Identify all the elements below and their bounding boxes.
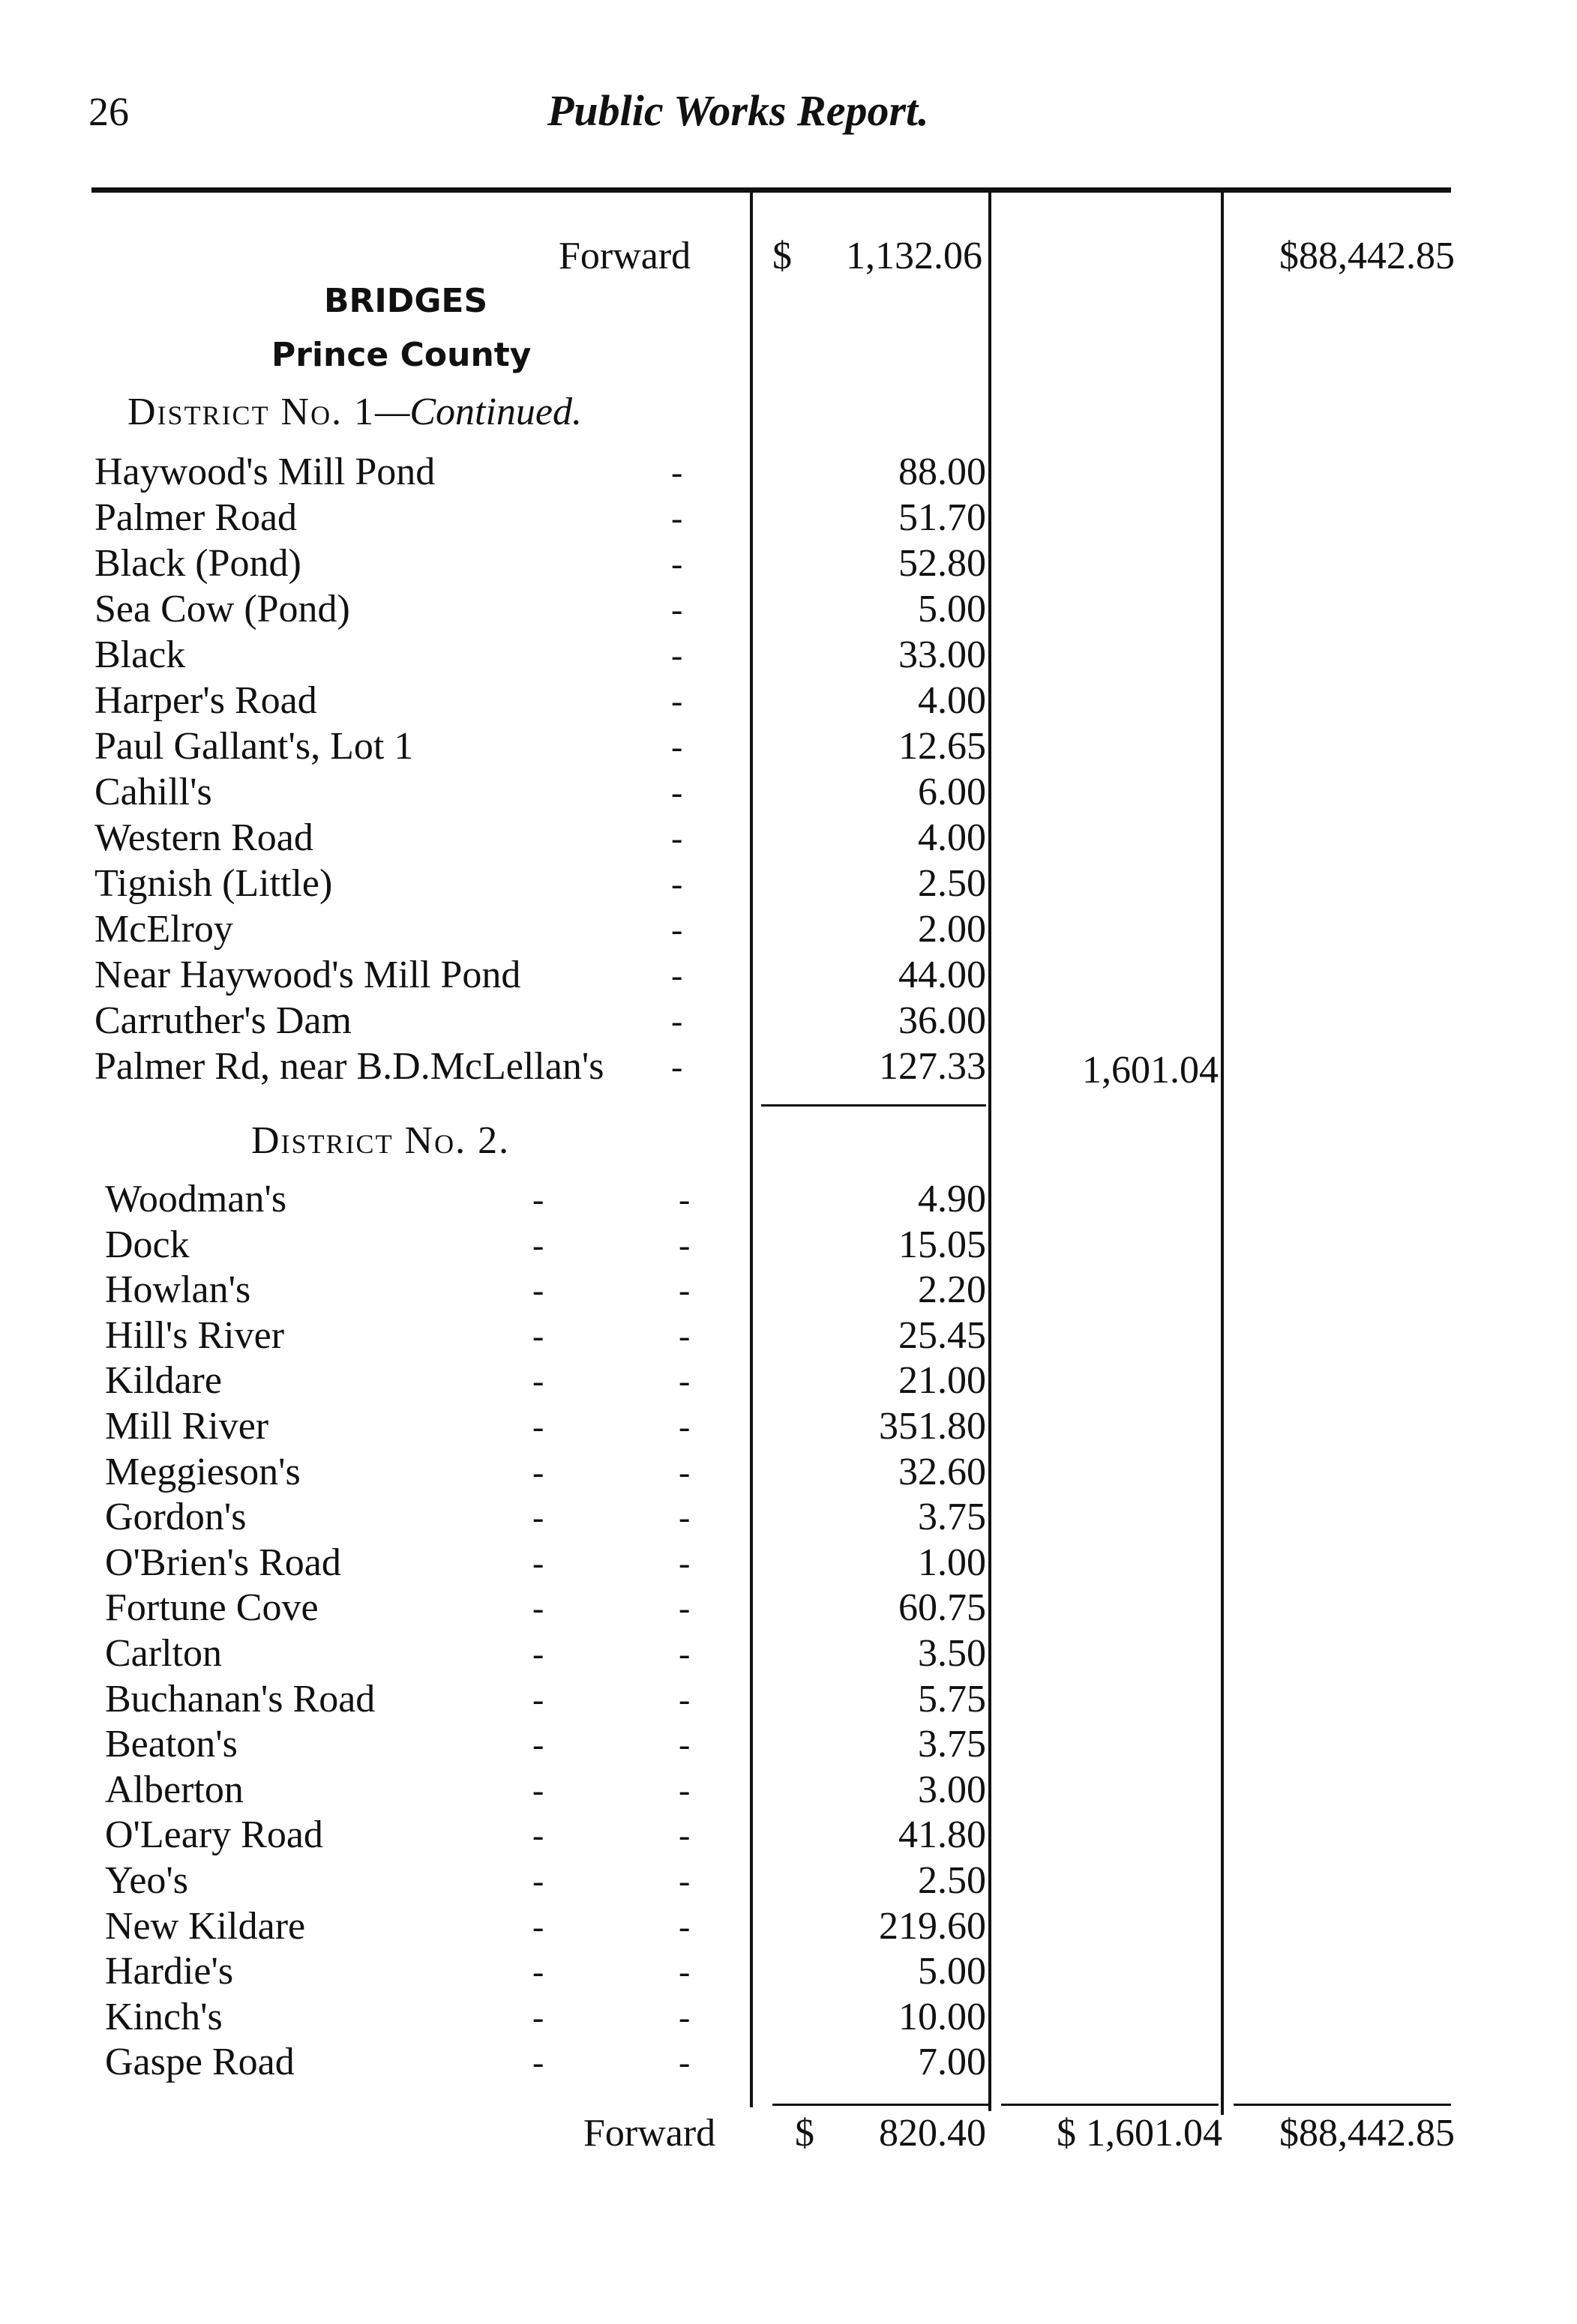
district2_items-item-name: Meggieson's	[105, 1450, 301, 1493]
district2_items-item-name: O'Leary Road	[105, 1813, 323, 1857]
district2_items-item-amount: 219.60	[879, 1904, 986, 1948]
district1_items-item-name: Palmer Rd, near B.D.McLellan's	[94, 1045, 604, 1088]
district2_items-item-amount: 3.00	[918, 1768, 986, 1811]
district2_items-item-amount: 351.80	[879, 1405, 986, 1448]
leader-dash: -	[671, 727, 683, 765]
district1_items-item-name: Palmer Road	[94, 496, 298, 539]
leader-dash: -	[532, 2043, 544, 2082]
district-1-sum-rule	[761, 1104, 986, 1107]
leader-dash: -	[679, 1725, 691, 1764]
district1_items-item-name: Cahill's	[94, 771, 212, 813]
district-2-heading: District No. 2.	[251, 1119, 511, 1162]
leader-dash: -	[671, 956, 683, 994]
district2_items-item-amount: 2.20	[918, 1268, 986, 1312]
forward-label-bottom: Forward	[583, 2112, 716, 2155]
district1_items-item-name: Near Haywood's Mill Pond	[94, 954, 521, 996]
forward-top-col1-value: 1,132.06	[846, 235, 982, 277]
leader-dash: -	[532, 1952, 544, 1991]
district2_items-item-amount: 21.00	[898, 1359, 986, 1403]
leader-dash: -	[679, 1679, 691, 1718]
leader-dash: -	[671, 544, 683, 582]
district1_items-item-name: Tignish (Little)	[94, 862, 333, 905]
district-1-total: 1,601.04	[1082, 1049, 1219, 1092]
bottom-sum-rule-2	[1001, 2104, 1219, 2106]
district1_items-item-name: Sea Cow (Pond)	[94, 588, 350, 630]
forward-top-dollar-sign: $	[772, 235, 792, 277]
district1_items-item-amount: 127.33	[879, 1045, 986, 1088]
district2_items-item-amount: 7.00	[918, 2041, 986, 2084]
leader-dash: -	[679, 1407, 691, 1445]
district1_items-item-name: Black	[94, 633, 186, 676]
bottom-sum-rule-3	[1234, 2104, 1451, 2106]
leader-dash: -	[679, 1543, 691, 1582]
district-1-label: District No. 1	[127, 391, 376, 433]
district2_items-item-amount: 3.75	[918, 1496, 986, 1539]
district2_items-item-amount: 1.00	[918, 1541, 986, 1584]
district1_items-item-amount: 5.00	[918, 588, 986, 630]
leader-dash: -	[671, 819, 683, 857]
forward-bottom-col2-value: $ 1,601.04	[1057, 2112, 1222, 2155]
leader-dash: -	[532, 1679, 544, 1718]
district2_items-item-amount: 5.00	[918, 1950, 986, 1993]
district-1-heading	[127, 390, 582, 435]
leader-dash: -	[679, 1498, 691, 1537]
forward-bottom-col1-value: 820.40	[879, 2112, 986, 2155]
district2_items-item-name: Howlan's	[105, 1268, 251, 1312]
district2_items-item-amount: 2.50	[918, 1859, 986, 1902]
district2_items-item-name: Buchanan's Road	[105, 1677, 376, 1721]
forward-bottom-dollar-sign: $	[795, 2112, 814, 2155]
district2_items-item-name: Mill River	[105, 1405, 269, 1448]
leader-dash: -	[671, 681, 683, 720]
district2_items-item-name: Yeo's	[105, 1859, 189, 1902]
column-divider-1	[750, 192, 753, 2107]
bottom-sum-rule-1	[772, 2104, 990, 2106]
forward-top-col3-value: $88,442.85	[1279, 235, 1455, 277]
column-divider-2	[988, 192, 991, 2111]
leader-dash: -	[532, 1271, 544, 1310]
leader-dash: -	[532, 1316, 544, 1355]
leader-dash: -	[679, 1225, 691, 1264]
leader-dash: -	[532, 1407, 544, 1445]
district1_items-item-name: Carruther's Dam	[94, 999, 352, 1042]
district1_items-item-amount: 4.00	[918, 679, 986, 722]
district1_items-item-amount: 33.00	[898, 633, 986, 676]
district2_items-item-name: Dock	[105, 1223, 190, 1266]
district1_items-item-name: Haywood's Mill Pond	[94, 451, 436, 493]
leader-dash: -	[671, 910, 683, 948]
leader-dash: -	[679, 1952, 691, 1991]
district2_items-item-amount: 4.90	[918, 1178, 986, 1220]
district2_items-item-name: Kinch's	[105, 1995, 223, 2038]
district2_items-item-name: Beaton's	[105, 1723, 238, 1766]
leader-dash: -	[532, 1543, 544, 1582]
leader-dash: -	[532, 1770, 544, 1809]
leader-dash: -	[671, 590, 683, 628]
district2_items-item-name: O'Brien's Road	[105, 1541, 341, 1584]
district2_items-item-name: Alberton	[105, 1768, 244, 1811]
header-rule	[91, 187, 1451, 193]
leader-dash: -	[532, 1498, 544, 1537]
leader-dash: -	[679, 1271, 691, 1310]
leader-dash: -	[671, 1002, 683, 1040]
leader-dash: -	[532, 1725, 544, 1764]
leader-dash: -	[671, 636, 683, 674]
leader-dash: -	[679, 2043, 691, 2082]
district1_items-item-amount: 88.00	[898, 451, 986, 493]
district2_items-item-amount: 32.60	[898, 1450, 986, 1493]
leader-dash: -	[532, 1589, 544, 1628]
leader-dash: -	[679, 1861, 691, 1900]
district2_items-item-name: Carlton	[105, 1632, 222, 1675]
running-header-title: Public Works Report.	[547, 86, 929, 135]
section-heading-county: Prince County	[271, 336, 532, 374]
page-number: 26	[88, 89, 129, 134]
district1_items-item-amount: 2.00	[918, 908, 986, 951]
section-heading-bridges: BRIDGES	[324, 282, 488, 320]
leader-dash: -	[532, 1452, 544, 1491]
column-divider-3	[1221, 192, 1224, 2115]
leader-dash: -	[671, 773, 683, 811]
district2_items-item-name: Woodman's	[105, 1178, 287, 1220]
district2_items-item-amount: 10.00	[898, 1995, 986, 2038]
leader-dash: -	[532, 1634, 544, 1673]
leader-dash: -	[679, 1906, 691, 1945]
district1_items-item-amount: 52.80	[898, 542, 986, 585]
leader-dash: -	[671, 453, 683, 491]
district2_items-item-name: New Kildare	[105, 1904, 306, 1948]
leader-dash: -	[532, 1906, 544, 1945]
district2_items-item-name: Hill's River	[105, 1313, 285, 1357]
leader-dash: -	[679, 1589, 691, 1628]
district2_items-item-amount: 5.75	[918, 1677, 986, 1721]
district2_items-item-name: Fortune Cove	[105, 1586, 319, 1630]
leader-dash: -	[671, 864, 683, 903]
forward-bottom-col3-value: $88,442.85	[1279, 2112, 1455, 2155]
district2_items-item-name: Gordon's	[105, 1496, 247, 1539]
district1_items-item-name: Western Road	[94, 816, 313, 859]
district1_items-item-amount: 51.70	[898, 496, 986, 539]
district2_items-item-amount: 3.50	[918, 1632, 986, 1675]
forward-label-top: Forward	[559, 235, 691, 277]
leader-dash: -	[679, 1361, 691, 1400]
leader-dash: -	[532, 1180, 544, 1218]
district2_items-item-amount: 3.75	[918, 1723, 986, 1766]
district1_items-item-amount: 2.50	[918, 862, 986, 905]
district1_items-item-amount: 4.00	[918, 816, 986, 859]
district1_items-item-name: Black (Pond)	[94, 542, 301, 585]
district1_items-item-amount: 44.00	[898, 954, 986, 996]
leader-dash: -	[679, 1452, 691, 1491]
leader-dash: -	[679, 1180, 691, 1218]
district1_items-item-name: Paul Gallant's, Lot 1	[94, 725, 414, 768]
district1_items-item-amount: 12.65	[898, 725, 986, 768]
district2_items-item-amount: 25.45	[898, 1313, 986, 1357]
district1_items-item-amount: 36.00	[898, 999, 986, 1042]
leader-dash: -	[679, 1316, 691, 1355]
district2_items-item-name: Hardie's	[105, 1950, 234, 1993]
leader-dash: -	[679, 1770, 691, 1809]
leader-dash: -	[679, 1816, 691, 1855]
district2_items-item-name: Gaspe Road	[105, 2041, 295, 2084]
leader-dash: -	[532, 1997, 544, 2036]
leader-dash: -	[671, 499, 683, 537]
district1_items-item-amount: 6.00	[918, 771, 986, 813]
district2_items-item-amount: 60.75	[898, 1586, 986, 1630]
district1_items-item-name: Harper's Road	[94, 679, 317, 722]
leader-dash: -	[679, 1634, 691, 1673]
leader-dash: -	[671, 1047, 683, 1086]
leader-dash: -	[532, 1361, 544, 1400]
district2_items-item-name: Kildare	[105, 1359, 222, 1403]
district-1-continued: —Continued.	[375, 391, 583, 433]
district2_items-item-amount: 15.05	[898, 1223, 986, 1266]
leader-dash: -	[532, 1861, 544, 1900]
district1_items-item-name: McElroy	[94, 908, 233, 951]
district2_items-item-amount: 41.80	[898, 1813, 986, 1857]
leader-dash: -	[532, 1816, 544, 1855]
leader-dash: -	[679, 1997, 691, 2036]
leader-dash: -	[532, 1225, 544, 1264]
